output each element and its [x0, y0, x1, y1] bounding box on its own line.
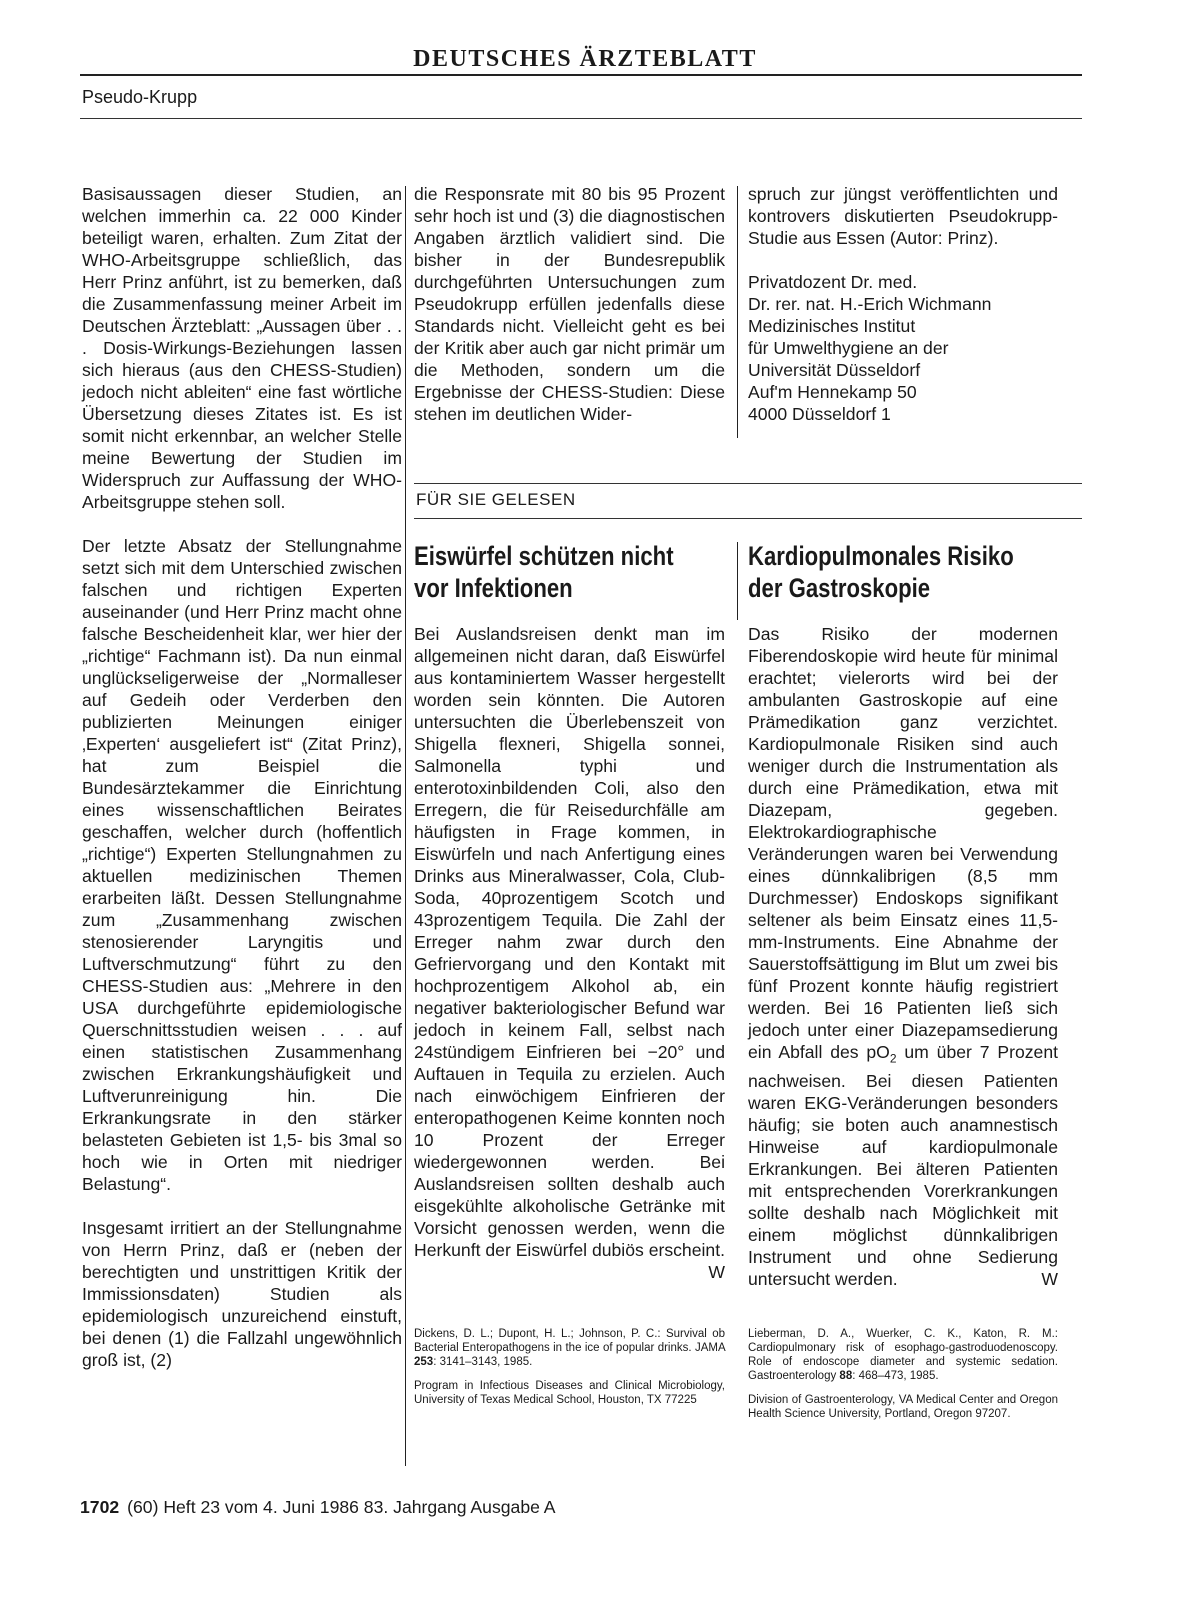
- address-line: 4000 Düsseldorf 1: [748, 404, 891, 424]
- address-line: Medizinisches Institut: [748, 316, 916, 336]
- section-label: FÜR SIE GELESEN: [416, 490, 576, 509]
- column-divider-headline: [737, 542, 738, 620]
- reference-gastroscopy: [748, 1327, 1058, 1421]
- header-subrule: [80, 118, 1082, 119]
- author-signature: W: [1041, 1268, 1058, 1289]
- headline-line: Kardiopulmonales Risiko: [748, 541, 1014, 571]
- section-title: Pseudo-Krupp: [82, 87, 198, 107]
- section-rule-bottom: [414, 518, 1082, 519]
- subscript: 2: [889, 1051, 897, 1066]
- middle-continuation: [414, 183, 725, 425]
- header-rule: [80, 74, 1082, 76]
- headline-line: vor Infektionen: [414, 573, 573, 603]
- citation-text: : 3141–3143, 1985.: [433, 1356, 533, 1368]
- address-line: Privatdozent Dr. med.: [748, 272, 918, 292]
- reference-affiliation: Program in Infectious Diseases and Clinical Microbiology, University of Texas Medical School, Houston, TX 77225: [414, 1380, 725, 1406]
- middle-continuation-text: die Responsrate mit 80 bis 95 Prozent sehr hoch ist und (3) die diagnostischen Angaben ärztlich validiert sind. Die bisher in der Bundesrepublik durchgeführten Untersuchungen zum Pseudokrupp erfüllen jedenfalls diese Standards nicht. Vielleicht geht es bei der Kritik aber auch gar nicht primär um die Methoden, sondern um die Ergebnisse der CHESS-Studien: Diese stehen im deutlichen Wider-: [414, 184, 726, 424]
- headline-line: der Gastroskopie: [748, 573, 931, 603]
- reference-ice: [414, 1327, 725, 1407]
- citation-text: Dickens, D. L.; Dupont, H. L.; Johnson, P. C.: Survival ob Bacterial Enteropathogens in the ice of popular drinks. JAMA: [414, 1328, 725, 1354]
- page-footer: [80, 1497, 556, 1518]
- article-body-gastroscopy: [748, 623, 1058, 1290]
- page-number: 1702: [80, 1497, 120, 1517]
- author-address: [748, 271, 1058, 425]
- section-rule-top: [414, 483, 1082, 484]
- article-body-ice: [414, 623, 725, 1283]
- reference-citation: [414, 1327, 725, 1369]
- citation-text: Lieberman, D. A., Wuerker, C. K., Katon, R. M.: Cardiopulmonary risk of esophago-gastroduodenoscopy. Role of endoscope diameter and systemic sedation. Gastroenterology: [748, 1328, 1058, 1382]
- left-paragraph-1: Basisaussagen dieser Studien, an welchen immerhin ca. 22 000 Kinder beteiligt waren, erhalten. Zum Zitat der WHO-Arbeitsgruppe schließlich, das Herr Prinz anführt, ist zu bemerken, daß die Zusammenfassung meiner Arbeit im Deutschen Ärzteblatt: „Aussagen über . . . Dosis-Wirkungs-Beziehungen lassen sich hieraus (aus den CHESS-Studien) jedoch nicht ableiten“ eine fast wörtliche Übersetzung dieses Zitates ist. Es ist somit nicht erkennbar, an welcher Stelle meine Bewertung der Studien im Widerspruch zur Auffassung der WHO-Arbeitsgruppe stehen soll.: [82, 184, 402, 512]
- citation-text: : 468–473, 1985.: [852, 1370, 939, 1382]
- article-text: Bei Auslandsreisen denkt man im allgemeinen nicht daran, daß Eiswürfel aus kontaminiertem Wasser hergestellt worden sein könnten. Die Autoren untersuchten die Überlebenszeit von Shigella flexneri, Shigella sonnei, Salmonella typhi und enterotoxinbildenden Coli, also den Erregern, die für Reisedurchfälle am häufigsten in Frage kommen, in Eiswürfeln und nach Anfertigung eines Drinks aus Mineralwasser, Cola, Club-Soda, 40prozentigem Scotch und 43prozentigem Tequila. Die Zahl der Erreger nahm zwar durch den Gefriervorgang und den Kontakt mit hochprozentigem Alkohol ab, ein negativer bakteriologischer Befund war jedoch in keinem Fall, selbst nach 24stündigem Einfrieren bei −20° und Auftauen in Tequila zu erzielen. Auch nach einwöchigem Einfrieren der enteropathogenen Keime konnten noch 10 Prozent der Erreger wiedergewonnen werden. Bei Auslandsreisen sollten deshalb auch eisgekühlte alkoholische Getränke mit Vorsicht genossen werden, wenn die Herkunft der Eiswürfel dubiös erscheint.: [414, 624, 725, 1260]
- reference-citation: [748, 1327, 1058, 1383]
- article-text: um über 7 Prozent nachweisen. Bei diesen Patienten waren EKG-Veränderungen besonders häufig; sie boten auch anamnestisch Hinweise auf kardiopulmonale Erkrankungen. Bei älteren Patienten mit entsprechenden Vorerkrankungen sollte deshalb nach Möglichkeit mit einem möglichst dünnkalibrigen Instrument und ohne Sedierung untersucht werden.: [748, 1042, 1058, 1289]
- left-paragraph-2: Der letzte Absatz der Stellungnahme setzt sich mit dem Unterschied zwischen falschen und richtigen Experten auseinander (und Herr Prinz macht ohne falsche Bescheidenheit klar, wer hier der „richtige“ Fachmann ist). Da nun einmal unglückseligerweise der „Normalleser auf Gedeih oder Verderben den publizierten Meinungen einiger ‚Experten‘ ausgeliefert ist“ (Zitat Prinz), hat zum Beispiel die Bundesärztekammer die Einrichtung eines wissenschaftlichen Beirates geschaffen, welcher durch (hoffentlich „richtige“) Experten Stellungnahmen zu aktuellen medizinischen Themen erarbeiten läßt. Dessen Stellungnahme zum „Zusammenhang zwischen stenosierender Laryngitis und Luftverschmutzung“ führt zu den CHESS-Studien aus: „Mehrere in den USA durchgeführte epidemiologische Querschnittsstudien weisen . . . auf einen statistischen Zusammenhang zwischen Erkrankungshäufigkeit und Luftverunreinigung hin. Die Erkrankungsrate in den stärker belasteten Gebieten ist 1,5- bis 3mal so hoch wie in Orten mit niedriger Belastung“.: [82, 536, 402, 1194]
- masthead: DEUTSCHES ÄRZTEBLATT: [413, 46, 757, 72]
- address-line: Auf'm Hennekamp 50: [748, 382, 917, 402]
- address-line: Universität Düsseldorf: [748, 360, 921, 380]
- article-headline-ice: [414, 540, 674, 604]
- author-signature: W: [708, 1262, 725, 1282]
- article-text: Das Risiko der modernen Fiberendoskopie wird heute für minimal erachtet; vielerorts wird bei der ambulanten Gastroskopie auf eine Prämedikation ganz verzichtet. Kardiopulmonale Risiken sind auch weniger durch die Instrumentation als durch eine Prämedikation, etwa mit Diazepam, gegeben. Elektrokardiographische Veränderungen waren bei Verwendung eines dünnkalibrigen (8,5 mm Durchmesser) Endoskops signifikant seltener als beim Einsatz eines 11,5-mm-Instruments. Eine Abnahme der Sauerstoffsättigung im Blut um zwei bis fünf Prozent konnte häufig registriert werden. Bei 16 Patienten ließ sich jedoch unter einer Diazepamsedierung ein Abfall des pO: [748, 624, 1058, 1062]
- citation-volume: 88: [839, 1370, 853, 1382]
- address-line: für Umwelthygiene an der: [748, 338, 949, 358]
- right-continuation-text: spruch zur jüngst veröffentlichten und kontrovers diskutierten Pseudokrupp-Studie aus Essen (Autor: Prinz).: [748, 184, 1058, 248]
- article-headline-gastroscopy: [748, 540, 1014, 604]
- left-paragraph-3: Insgesamt irritiert an der Stellungnahme von Herrn Prinz, daß er (neben der berechtigten und unstrittigen Kritik der Immissionsdaten) Studien als epidemiologisch unzureichend einstuft, bei denen (1) die Fallzahl ungewöhnlich groß ist, (2): [82, 1218, 402, 1370]
- right-continuation: [748, 183, 1058, 425]
- column-divider-top-right: [737, 186, 738, 438]
- headline-line: Eiswürfel schützen nicht: [414, 541, 674, 571]
- issue-info: (60) Heft 23 vom 4. Juni 1986 83. Jahrgang Ausgabe A: [127, 1497, 556, 1517]
- citation-volume: 253: [414, 1356, 434, 1368]
- left-column: [82, 183, 402, 1371]
- address-line: Dr. rer. nat. H.-Erich Wichmann: [748, 294, 992, 314]
- column-divider-left: [405, 186, 406, 1466]
- reference-affiliation: Division of Gastroenterology, VA Medical Center and Oregon Health Science University, Portland, Oregon 97207.: [748, 1394, 1058, 1420]
